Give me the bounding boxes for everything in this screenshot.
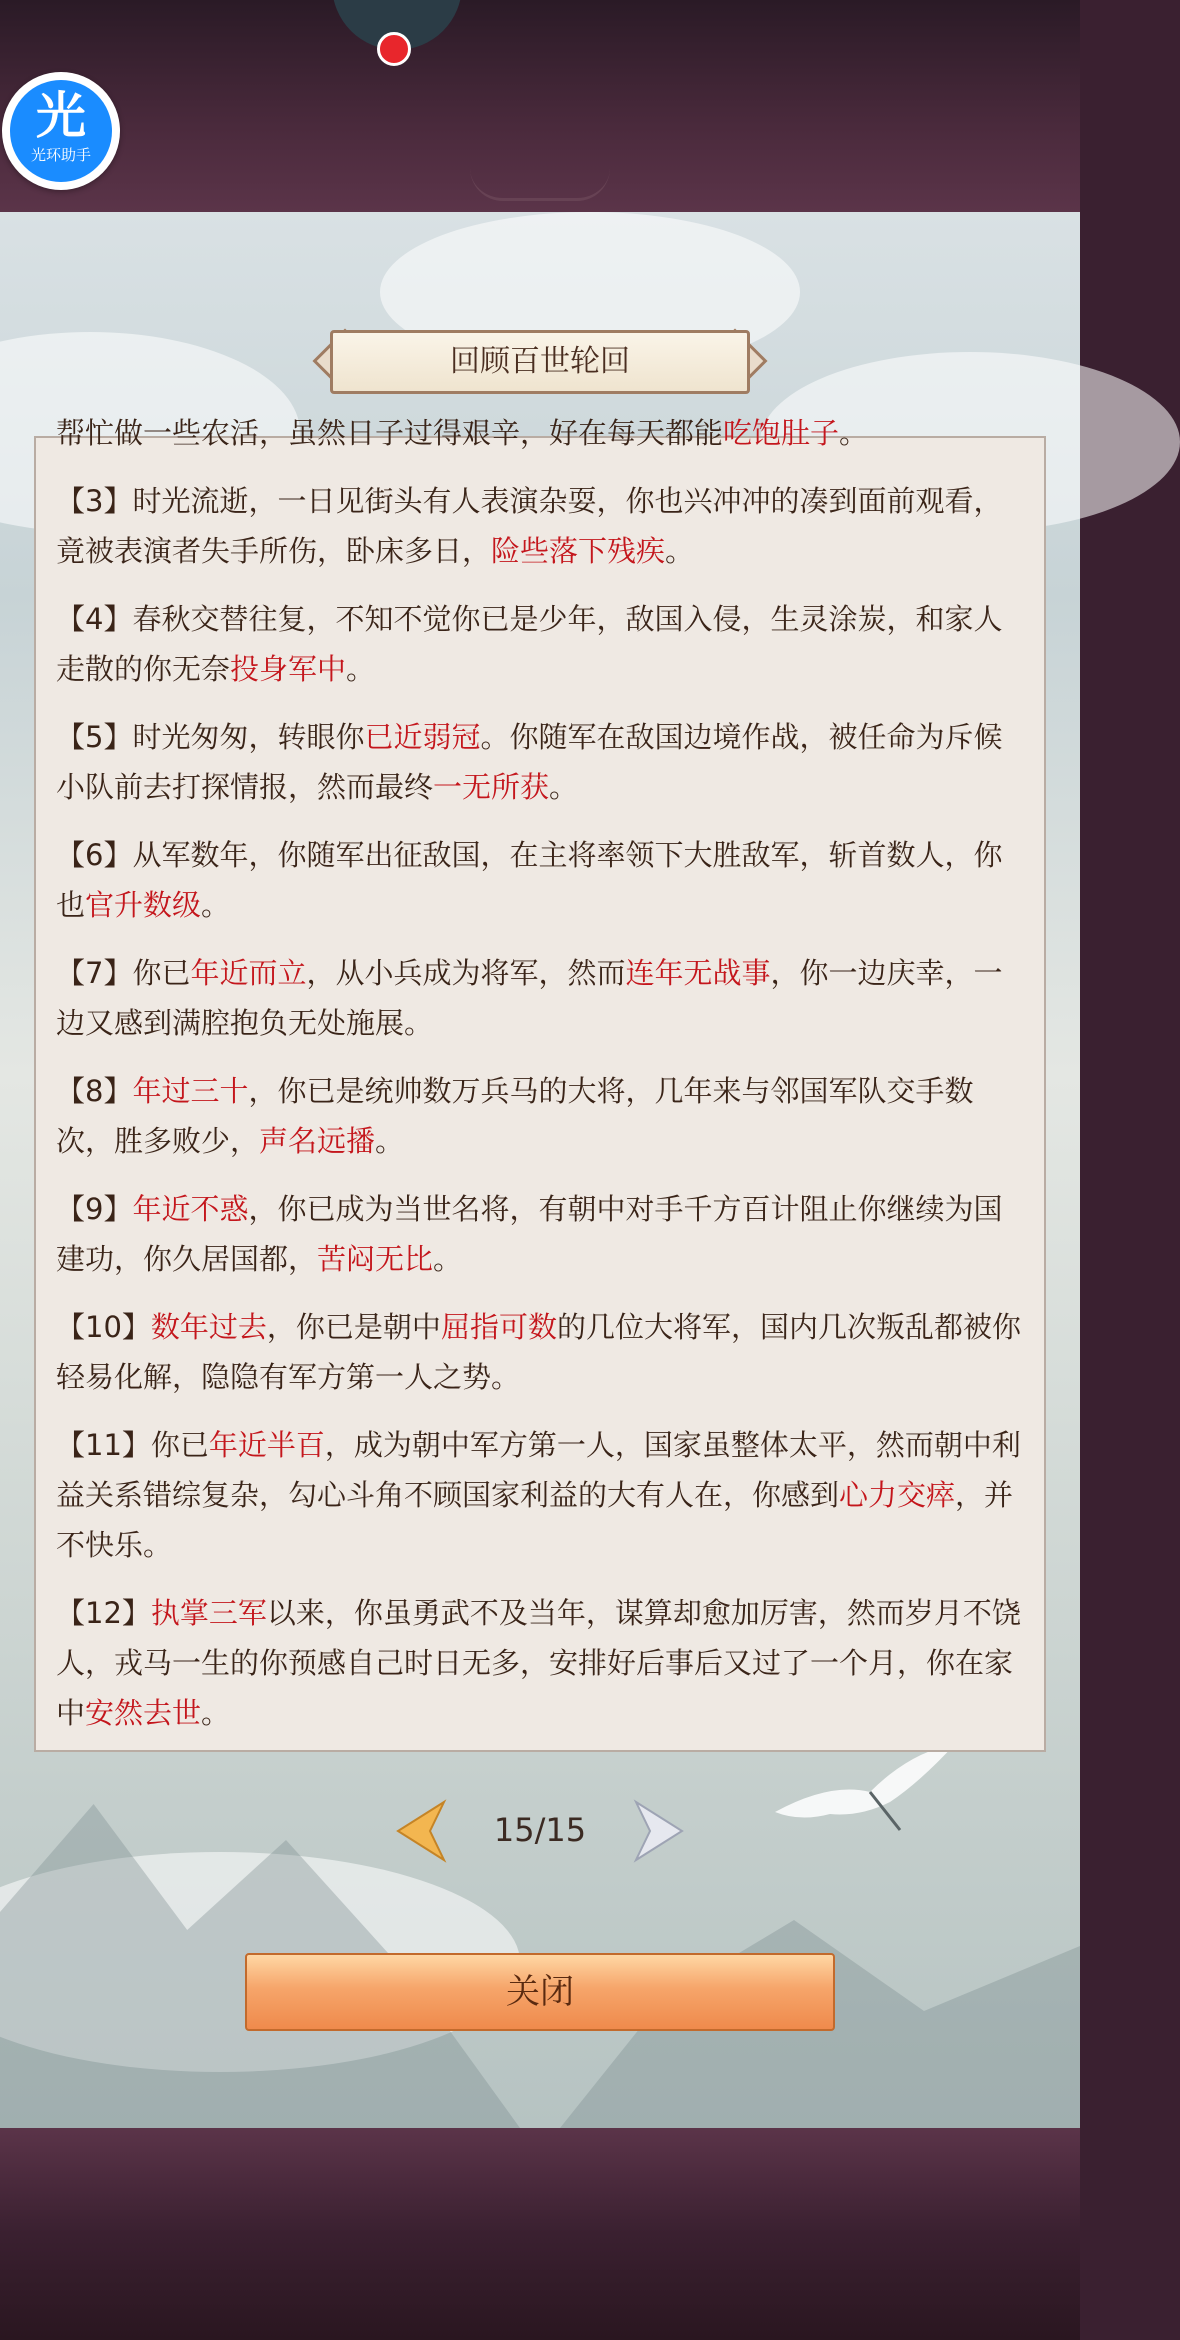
entry-text: 以来，你虽勇武不及当年，谋算却愈加厉害，然而岁月不饶人，戎马一生的你预感自己时日无多，安排好后事后又过了一个月，你在家中 xyxy=(56,1596,1021,1730)
history-entry xyxy=(56,476,1028,576)
highlighted-phrase: 声名远播 xyxy=(259,1124,376,1158)
entry-text: 。 xyxy=(201,888,231,922)
entry-text: ，成为朝中军方第一人，国家虽整体太平，然而朝中利益关系错综复杂，勾心斗角不顾国家利益的大有人在，你感到 xyxy=(56,1428,1021,1512)
entry-text: 【6】从军数年，你随军出征敌国，在主将率领下大胜敌军，斩首数人，你也 xyxy=(56,838,1003,922)
assistant-label: 光环助手 xyxy=(30,146,91,164)
entry-text: 。 xyxy=(201,1696,231,1730)
entry-text: ，你已成为当世名将，有朝中对手千方百计阻止你继续为国建功，你久居国都， xyxy=(56,1192,1003,1276)
highlighted-phrase: 年近不惑 xyxy=(132,1192,249,1226)
history-entry xyxy=(56,1420,1028,1570)
history-entry xyxy=(56,948,1028,1048)
entry-text: 【4】春秋交替往复，不知不觉你已是少年，敌国入侵，生灵涂炭，和家人走散的你无奈 xyxy=(56,602,1003,686)
entry-text: 。 xyxy=(346,652,376,686)
entry-text: ，你一边庆幸，一边又感到满腔抱负无处施展。 xyxy=(56,956,1003,1040)
highlighted-phrase: 数年过去 xyxy=(150,1310,267,1344)
entry-text: 【12】 xyxy=(56,1596,151,1630)
highlighted-phrase: 投身军中 xyxy=(230,652,347,686)
assistant-glyph: 光 xyxy=(36,87,86,145)
frame-ornament xyxy=(470,168,610,201)
highlighted-phrase: 年近而立 xyxy=(190,956,307,990)
entry-text: 。 xyxy=(433,1242,463,1276)
highlighted-phrase: 已近弱冠 xyxy=(364,720,481,754)
history-entry xyxy=(56,408,1028,458)
bottom-frame xyxy=(0,2128,1080,2340)
entry-text: 【10】 xyxy=(56,1310,151,1344)
history-entry xyxy=(56,830,1028,930)
entry-text: 【7】你已 xyxy=(56,956,191,990)
history-entry xyxy=(56,594,1028,694)
highlighted-phrase: 安然去世 xyxy=(85,1696,202,1730)
highlighted-phrase: 吃饱肚子 xyxy=(723,416,840,450)
highlighted-phrase: 一无所获 xyxy=(433,770,550,804)
history-entry xyxy=(56,712,1028,812)
assistant-floating-button[interactable] xyxy=(2,72,120,190)
dialog-title: 回顾百世轮回 xyxy=(330,330,750,394)
top-frame xyxy=(0,0,1080,212)
entry-text: 。你随军在敌国边境作战，被任命为斥候小队前去打探情报，然而最终 xyxy=(56,720,1003,804)
highlighted-phrase: 官升数级 xyxy=(85,888,202,922)
highlighted-phrase: 年近半百 xyxy=(208,1428,325,1462)
entry-text: ，并不快乐。 xyxy=(56,1478,1014,1562)
entry-text: ，你已是朝中 xyxy=(266,1310,441,1344)
notification-dot-icon xyxy=(377,32,411,66)
history-entry-list xyxy=(36,408,1048,1756)
entry-text: 【9】 xyxy=(56,1192,133,1226)
highlighted-phrase: 连年无战事 xyxy=(625,956,771,990)
history-entry xyxy=(56,1184,1028,1284)
entry-text: 【5】时光匆匆，转眼你 xyxy=(56,720,365,754)
entry-text: ，你已是统帅数万兵马的大将，几年来与邻国军队交手数次，胜多败少， xyxy=(56,1074,974,1158)
highlighted-phrase: 险些落下残疾 xyxy=(491,534,666,568)
page-indicator: 15/15 xyxy=(493,1811,587,1849)
history-entry xyxy=(56,1302,1028,1402)
previous-page-arrow-icon[interactable] xyxy=(390,1800,446,1862)
entry-text: 。 xyxy=(549,770,579,804)
entry-text: 。 xyxy=(839,416,869,450)
entry-text: 。 xyxy=(375,1124,405,1158)
highlighted-phrase: 屈指可数 xyxy=(440,1310,557,1344)
history-scroll-panel[interactable] xyxy=(34,416,1046,1752)
entry-text: ，从小兵成为将军，然而 xyxy=(306,956,626,990)
next-page-arrow-icon[interactable] xyxy=(634,1800,690,1862)
highlighted-phrase: 苦闷无比 xyxy=(317,1242,434,1276)
history-entry xyxy=(56,1066,1028,1166)
entry-text: 的几位大将军，国内几次叛乱都被你轻易化解，隐隐有军方第一人之势。 xyxy=(56,1310,1021,1394)
highlighted-phrase: 年过三十 xyxy=(132,1074,249,1108)
entry-text: 帮忙做一些农活，虽然日子过得艰辛，好在每天都能 xyxy=(56,416,724,450)
highlighted-phrase: 心力交瘁 xyxy=(839,1478,956,1512)
entry-text: 。 xyxy=(665,534,695,568)
entry-text: 【3】时光流逝，一日见街头有人表演杂耍，你也兴冲冲的凑到面前观看，竟被表演者失手所伤，卧床多日， xyxy=(56,484,1003,568)
assistant-badge-inner xyxy=(10,80,112,182)
history-entry xyxy=(56,1588,1028,1738)
entry-text: 【11】你已 xyxy=(56,1428,209,1462)
highlighted-phrase: 执掌三军 xyxy=(150,1596,267,1630)
close-button[interactable]: 关闭 xyxy=(245,1953,835,2031)
entry-text: 【8】 xyxy=(56,1074,133,1108)
